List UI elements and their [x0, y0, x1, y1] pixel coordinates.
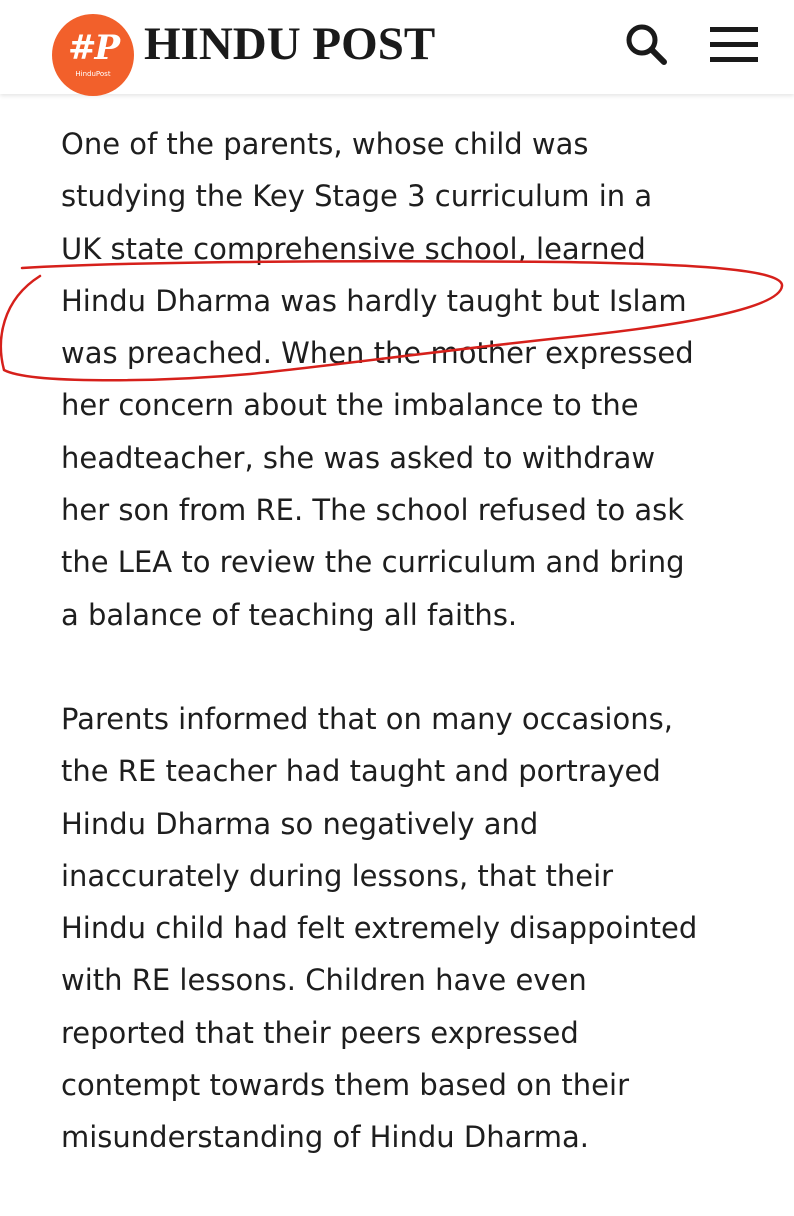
- text-line: with RE lessons. Children have even: [61, 963, 587, 998]
- text-line: One of the parents, whose child was: [61, 127, 589, 161]
- text-line: the RE teacher had taught and portrayed: [61, 754, 661, 789]
- site-title[interactable]: HINDU POST: [144, 18, 436, 70]
- site-header: [0, 0, 794, 94]
- text-line: a balance of teaching all faiths.: [61, 597, 518, 632]
- text-line: Hindu Dharma so negatively and: [61, 806, 539, 841]
- search-icon: [622, 20, 672, 70]
- text-line: Hindu child had felt extremely disappointed: [61, 911, 698, 946]
- text-line: UK state comprehensive school, learned: [61, 231, 646, 266]
- hamburger-menu-icon: [706, 20, 762, 70]
- hindupost-logo[interactable]: [52, 14, 134, 96]
- text-line: Parents informed that on many occasions,: [61, 701, 673, 736]
- logo-subtext: HinduPost: [75, 70, 111, 78]
- text-line: contempt towards them based on their: [61, 1068, 630, 1103]
- article-body: [61, 118, 761, 1216]
- logo-mark: #P: [67, 28, 119, 68]
- text-line: her son from RE. The school refused to ask: [61, 493, 685, 528]
- text-line: was preached. When the mother expressed: [61, 336, 694, 371]
- article-paragraph: [61, 693, 761, 1164]
- text-line: misunderstanding of Hindu Dharma.: [61, 1120, 590, 1155]
- text-line: headteacher, she was asked to withdraw: [61, 440, 656, 475]
- text-line: studying the Key Stage 3 curriculum in a: [61, 179, 653, 214]
- text-line: Hindu Dharma was hardly taught but Islam: [61, 283, 687, 318]
- text-line: inaccurately during lessons, that their: [61, 858, 614, 893]
- search-button[interactable]: [622, 20, 672, 70]
- article-paragraph: [61, 118, 761, 641]
- menu-button[interactable]: [706, 20, 762, 70]
- text-line: reported that their peers expressed: [61, 1015, 579, 1050]
- text-line: her concern about the imbalance to the: [61, 388, 639, 423]
- text-line: the LEA to review the curriculum and bring: [61, 545, 685, 580]
